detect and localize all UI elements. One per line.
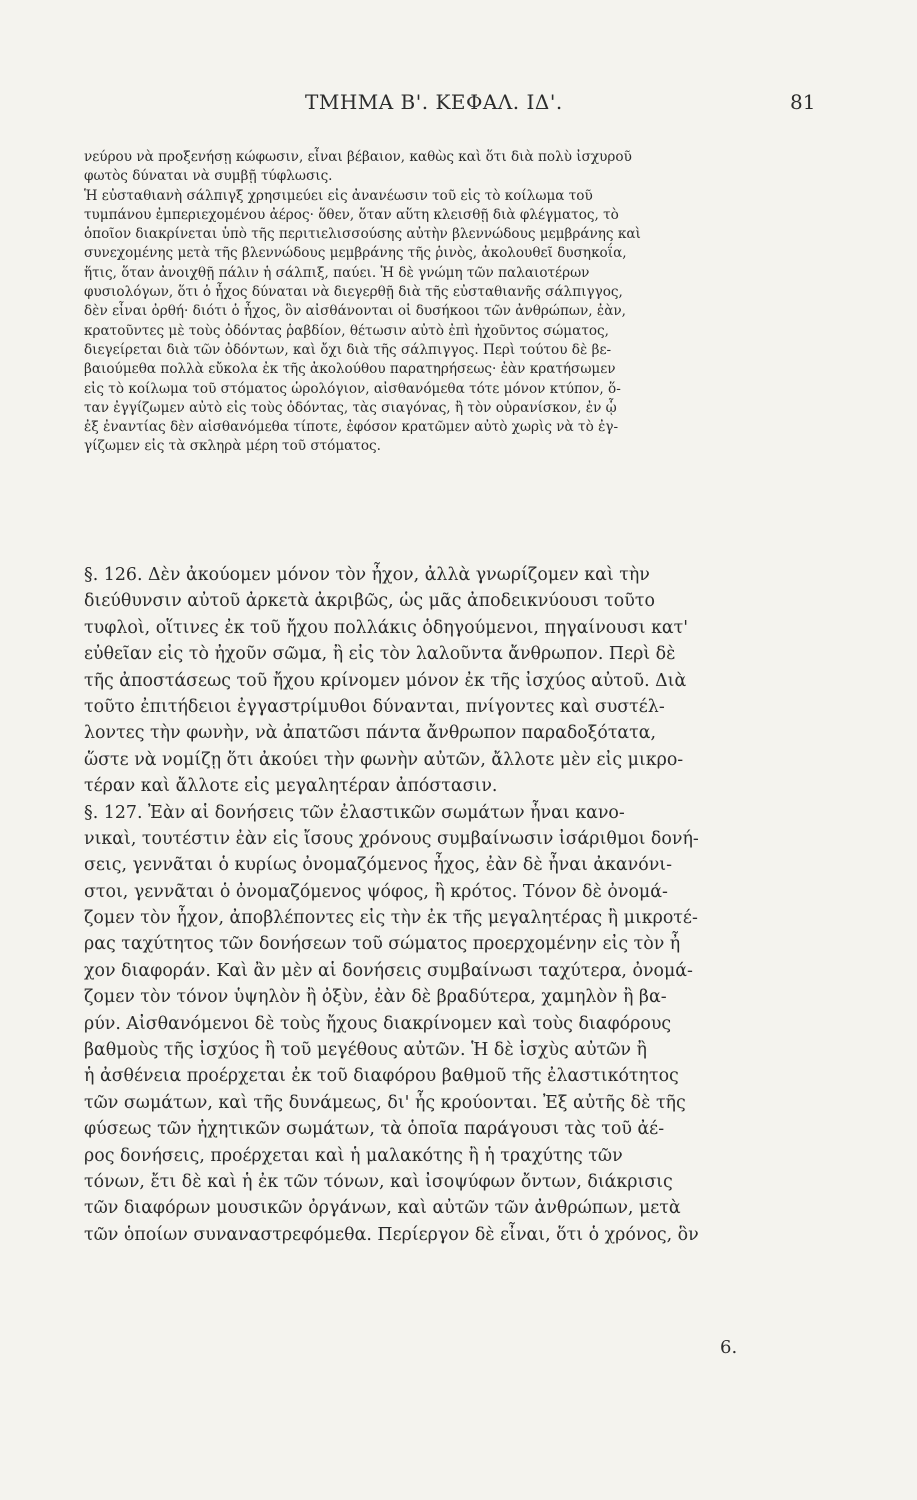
text-line: ἐξ ἐναντίας δὲν αἰσθανόμεθα τίποτε, ἐφόσον κρατῶμεν αὐτὸ χωρὶς νὰ τὸ ἐγ- bbox=[84, 419, 619, 436]
text-line: φυσιολόγων, ὅτι ὁ ἦχος δύναται νὰ διεγερθῇ διὰ τῆς εὐσταθιανῆς σάλπιγγος, bbox=[84, 284, 623, 301]
text-line: στοι, γεννᾶται ὁ ὀνομαζόμενος ψόφος, ἢ κρότος. Τόνον δὲ ὀνομά- bbox=[84, 881, 668, 902]
text-line: ἡ ἀσθένεια προέρχεται ἐκ τοῦ διαφόρου βαθμοῦ τῆς ἐλαστικότητος bbox=[84, 1066, 679, 1087]
text-line: τοῦτο ἐπιτήδειοι ἐγγαστρίμυθοι δύνανται, πνίγοντες καὶ συστέλ- bbox=[84, 696, 665, 717]
text-line bbox=[84, 1248, 806, 1274]
text-line: τῶν ὁποίων συναναστρεφόμεθα. Περίεργον δὲ εἶναι, ὅτι ὁ χρόνος, ὃν bbox=[84, 1224, 699, 1245]
small-print-paragraphs bbox=[84, 148, 799, 457]
text-line: τῶν σωμάτων, καὶ τῆς δυνάμεως, δι' ἧς κρούονται. Ἐξ αὐτῆς δὲ τῆς bbox=[84, 1092, 686, 1113]
text-line: χον διαφοράν. Καὶ ἂν μὲν αἱ δονήσεις συμβαίνωσι ταχύτερα, ὀνομά- bbox=[84, 960, 693, 981]
page-number: 81 bbox=[790, 90, 816, 114]
text-line: φύσεως τῶν ἠχητικῶν σωμάτων, τὰ ὁποῖα παράγουσι τὰς τοῦ ἀέ- bbox=[84, 1119, 665, 1140]
main-paragraphs bbox=[84, 562, 806, 1275]
text-line: ζομεν τὸν τόνον ὑψηλὸν ἢ ὀξὺν, ἐὰν δὲ βραδύτερα, χαμηλὸν ἢ βα- bbox=[84, 987, 667, 1008]
text-line: Ἡ εὐσταθιανὴ σάλπιγξ χρησιμεύει εἰς ἀνανέωσιν τοῦ εἰς τὸ κοίλωμα τοῦ bbox=[84, 187, 593, 204]
text-line: γίζωμεν εἰς τὰ σκληρὰ μέρη τοῦ στόματος. bbox=[84, 438, 381, 455]
text-line: βαιούμεθα πολλὰ εὔκολα ἐκ τῆς ἀκολούθου παρατηρήσεως· ἐὰν κρατήσωμεν bbox=[84, 361, 616, 378]
text-line: ρος δονήσεις, προέρχεται καὶ ἡ μαλακότης ἢ ἡ τραχύτης τῶν bbox=[84, 1145, 623, 1166]
text-line: §. 127. Ἐὰν αἱ δονήσεις τῶν ἐλαστικῶν σωμάτων ἦναι κανο- bbox=[84, 802, 625, 823]
text-line: νικαὶ, τουτέστιν ἐὰν εἰς ἴσους χρόνους συμβαίνωσιν ἰσάριθμοι δονή- bbox=[84, 828, 699, 849]
text-line: τέραν καὶ ἄλλοτε εἰς μεγαλητέραν ἀπόστασιν. bbox=[84, 776, 498, 797]
text-line: κρατοῦντες μὲ τοὺς ὀδόντας ῥαβδίον, θέτωσιν αὐτὸ ἐπὶ ἠχοῦντος σώματος, bbox=[84, 322, 609, 339]
text-line: §. 126. Δὲν ἀκούομεν μόνον τὸν ἦχον, ἀλλὰ γνωρίζομεν καὶ τὴν bbox=[84, 565, 650, 585]
text-line: συνεχομένης μετὰ τῆς βλεννώδους μεμβράνης τῆς ῥινὸς, ἀκολουθεῖ δυσηκοΐα, bbox=[84, 245, 627, 262]
text-line: λοντες τὴν φωνὴν, νὰ ἀπατῶσι πάντα ἄνθρωπον παραδοξότατα, bbox=[84, 723, 657, 744]
text-line: τῆς ἀποστάσεως τοῦ ἤχου κρίνομεν μόνον ἐκ τῆς ἰσχύος αὐτοῦ. Διὰ bbox=[84, 670, 687, 691]
text-line: ταν ἐγγίζωμεν αὐτὸ εἰς τοὺς ὀδόντας, τὰς σιαγόνας, ἢ τὸν οὐρανίσκον, ἐν ᾧ bbox=[84, 399, 617, 416]
text-line: σεις, γεννᾶται ὁ κυρίως ὀνομαζόμενος ἦχος, ἐὰν δὲ ἦναι ἀκανόνι- bbox=[84, 855, 672, 876]
text-line: τῶν διαφόρων μουσικῶν ὀργάνων, καὶ αὐτῶν τῶν ἀνθρώπων, μετὰ bbox=[84, 1198, 681, 1219]
text-line: τυφλοὶ, οἵτινες ἐκ τοῦ ἤχου πολλάκις ὁδηγούμενοι, πηγαίνουσι κατ' bbox=[84, 617, 689, 638]
text-line: ρύν. Αἰσθανόμενοι δὲ τοὺς ἤχους διακρίνομεν καὶ τοὺς διαφόρους bbox=[84, 1013, 672, 1034]
text-line: ἥτις, ὅταν ἀνοιχθῇ πάλιν ἡ σάλπιξ, παύει. Ἡ δὲ γνώμη τῶν παλαιοτέρων bbox=[84, 264, 590, 281]
text-line: ὁποῖον διακρίνεται ὑπὸ τῆς περιτιελισσούσης αὐτὴν βλεννώδους μεμβράνης καὶ bbox=[84, 226, 641, 243]
text-line: διεγείρεται διὰ τῶν ὀδόντων, καὶ ὄχι διὰ τῆς σάλπιγγος. Περὶ τούτου δὲ βε- bbox=[84, 341, 612, 358]
text-line: ρας ταχύτητος τῶν δονήσεων τοῦ σώματος προερχομένην εἰς τὸν ἦ bbox=[84, 934, 681, 955]
text-line: ὥστε νὰ νομίζῃ ὅτι ἀκούει τὴν φωνὴν αὐτῶν, ἄλλοτε μὲν εἰς μικρο- bbox=[84, 749, 684, 770]
text-line: τόνων, ἔτι δὲ καὶ ἡ ἐκ τῶν τόνων, καὶ ἰσοψύφων ὄντων, διάκρισις bbox=[84, 1171, 673, 1192]
text-line: φωτὸς δύναται νὰ συμβῇ τύφλωσις. bbox=[84, 168, 333, 185]
text-line: τυμπάνου ἐμπεριεχομένου ἀέρος· ὅθεν, ὅταν αὕτη κλεισθῇ διὰ φλέγματος, τὸ bbox=[84, 206, 619, 223]
text-line: διεύθυνσιν αὐτοῦ ἀρκετὰ ἀκριβῶς, ὡς μᾶς ἀποδεικνύουσι τοῦτο bbox=[84, 591, 655, 612]
signature-mark: 6. bbox=[720, 1337, 738, 1358]
text-line: ζομεν τὸν ἦχον, ἀποβλέποντες εἰς τὴν ἐκ τῆς μεγαλητέρας ἢ μικροτέ- bbox=[84, 908, 698, 929]
text-line: νεύρου νὰ προξενήσῃ κώφωσιν, εἶναι βέβαιον, καθὼς καὶ ὅτι διὰ πολὺ ἰσχυροῦ bbox=[84, 149, 632, 165]
text-line: δὲν εἶναι ὀρθή· διότι ὁ ἦχος, ὃν αἰσθάνονται οἱ δυσήκοοι τῶν ἀνθρώπων, ἐὰν, bbox=[84, 303, 626, 320]
text-line: εὐθεῖαν εἰς τὸ ἠχοῦν σῶμα, ἢ εἰς τὸν λαλοῦντα ἄνθρωπον. Περὶ δὲ bbox=[84, 644, 676, 665]
running-head bbox=[0, 90, 917, 122]
running-title: ΤΜΗΜΑ Β'. ΚΕΦΑΛ. ΙΔ'. bbox=[305, 90, 563, 114]
text-line: εἰς τὸ κοίλωμα τοῦ στόματος ὡρολόγιον, αἰσθανόμεθα τότε μόνον κτύπον, ὅ- bbox=[84, 380, 621, 397]
text-line: βαθμοὺς τῆς ἰσχύος ἢ τοῦ μεγέθους αὐτῶν. Ἡ δὲ ἰσχὺς αὐτῶν ἢ bbox=[84, 1040, 647, 1061]
